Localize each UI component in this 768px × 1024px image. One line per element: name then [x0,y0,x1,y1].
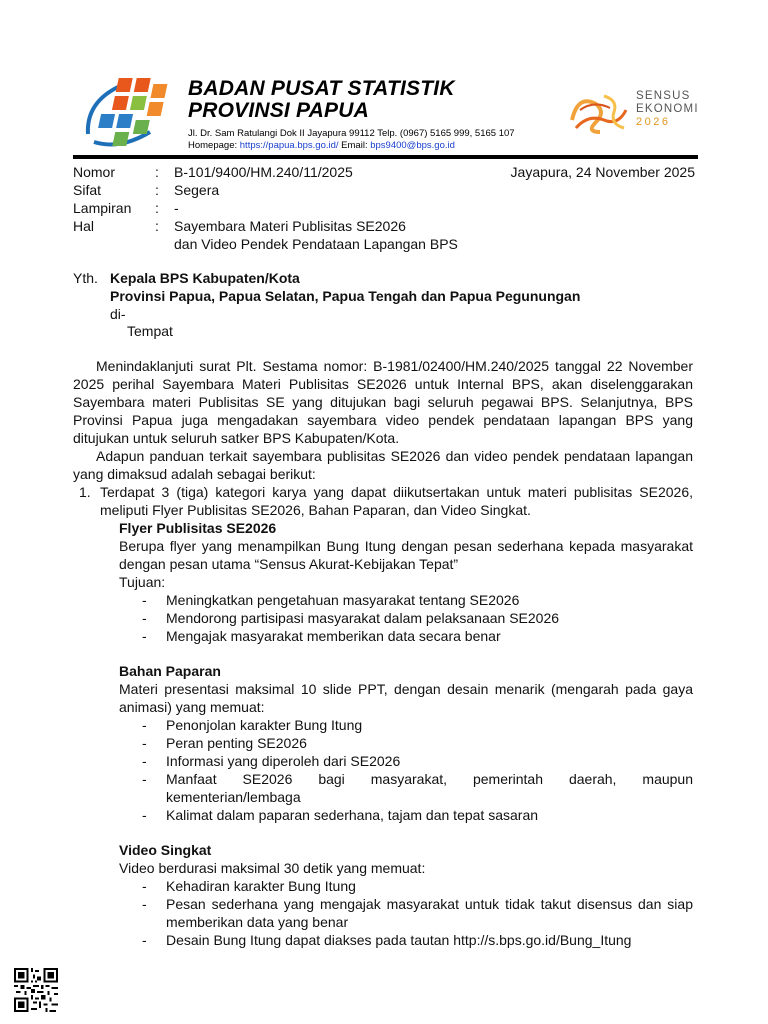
sifat-value: Segera [174,182,220,198]
agency-name: BADAN PUSAT STATISTIK [188,77,455,100]
letter-date: Jayapura, 24 November 2025 [510,164,695,180]
sensus-line2: EKONOMI [636,103,699,115]
hal-label: Hal [73,218,95,234]
list-item [119,770,693,806]
bullet-text: Informasi yang diperoleh dari SE2026 [166,753,401,769]
bullet-text: Meningkatkan pengetahuan masyarakat tentang SE2026 [166,592,520,608]
bullet-text: Desain Bung Itung dapat diakses pada tautan http://s.bps.go.id/Bung_Itung [166,932,632,948]
agency-contact [188,140,515,152]
section-heading: Bahan Paparan [119,663,221,679]
bullet-text: Kalimat dalam paparan sederhana, tajam dan tepat sasaran [166,807,539,823]
list-item [119,734,693,752]
bullet-text: Peran penting SE2026 [166,735,307,751]
list-item-1 [79,483,693,519]
section-heading: Video Singkat [119,842,212,858]
dash-bullet: - [142,592,147,608]
bullet-list [119,591,693,645]
section-flyer [119,519,693,949]
bullet-text: Mengajak masyarakat memberikan data secara benar [166,628,501,644]
bps-logo [80,72,180,152]
bullet-text: Manfaat SE2026 bagi masyarakat, pemerintah daerah, maupun kementerian/lembaga [166,771,693,805]
section-description: Materi presentasi maksimal 10 slide PPT, dengan desain menarik (mengarah pada gaya animasi) yang memuat: [119,681,693,715]
list-item [119,877,693,895]
list-item [119,752,693,770]
list-item [119,609,693,627]
dash-bullet: - [142,753,147,769]
numbered-list [79,483,693,949]
yth-label: Yth. [73,270,98,286]
bullet-list [119,877,693,949]
list-item [119,627,693,645]
hal-value-line2: dan Video Pendek Pendataan Lapangan BPS [174,236,458,252]
colon: : [155,182,159,198]
dash-bullet: - [142,717,147,733]
meta-sifat [73,181,695,199]
nomor-value: B-101/9400/HM.240/11/2025 [174,164,353,180]
sensus-year: 2026 [636,116,671,128]
colon: : [155,218,159,234]
homepage-label: Homepage: [188,140,240,151]
bullet-text: Mendorong partisipasi masyarakat dalam pelaksanaan SE2026 [166,610,560,626]
nomor-label: Nomor [73,164,116,180]
list-item [119,895,693,931]
list-item [119,806,693,824]
meta-nomor [73,163,695,181]
meta-hal [73,217,695,235]
dash-bullet: - [142,771,147,787]
colon: : [155,200,159,216]
addressee-name [110,269,580,305]
spacer [119,645,693,662]
header-divider [73,155,698,159]
email-label: Email: [338,140,371,151]
meta-lampiran [73,199,695,217]
dash-bullet: - [142,932,147,948]
dash-bullet: - [142,878,147,894]
agency-address: Jl. Dr. Sam Ratulangi Dok II Jayapura 99112 Telp. (0967) 5165 999, 5165 107 [188,128,515,139]
meta-hal-cont [73,235,695,253]
tempat-label: Tempat [127,323,173,339]
agency-header [188,78,515,152]
dash-bullet: - [142,735,147,751]
colon: : [155,164,159,180]
dash-bullet: - [142,807,147,823]
agency-province: PROVINSI PAPUA [188,99,369,122]
spacer [119,824,693,841]
di-label: di- [110,306,126,322]
lampiran-value: - [174,200,179,216]
dash-bullet: - [142,896,147,912]
dash-bullet: - [142,628,147,644]
letter-meta [73,163,695,253]
sifat-label: Sifat [73,182,102,198]
list-item [119,591,693,609]
list-number: 1. [79,484,91,500]
sensus-line1: SENSUS [636,90,691,102]
bullet-text: Pesan sederhana yang mengajak masyarakat untuk tidak takut disensus dan siap memberikan data yang benar [166,896,693,930]
bullet-text: Kehadiran karakter Bung Itung [166,878,356,894]
hal-value-line1: Sayembara Materi Publisitas SE2026 [174,218,406,234]
letter-body [73,357,693,483]
list-item-text: Terdapat 3 (tiga) kategori karya yang dapat diikutsertakan untuk materi publisitas SE2026, meliputi Flyer Publisitas SE2026, Bahan Paparan, dan Video Singkat. [100,484,693,518]
body-paragraph-2: Adapun panduan terkait sayembara publisitas SE2026 dan video pendek pendataan lapangan yang dimaksud adalah sebagai berikut: [73,448,693,482]
section-description: Video berdurasi maksimal 30 detik yang memuat: [119,860,426,876]
section-heading: Flyer Publisitas SE2026 [119,520,277,536]
body-paragraph-1: Menindaklanjuti surat Plt. Sestama nomor: B-1981/02400/HM.240/2025 tanggal 22 November 2025 perihal Sayembara Materi Publisitas SE2026 untuk Internal BPS, akan diselenggarakan Sayembara materi Publisitas SE yang ditujukan bagi seluruh pegawai BPS. Selanjutnya, BPS Provinsi Papua juga mengadakan sayembara video pendek pendataan lapangan BPS yang ditujukan untuk seluruh satker BPS Kabupaten/Kota. [73,358,693,446]
dash-bullet: - [142,610,147,626]
agency-address-block [188,128,515,152]
tujuan-label: Tujuan: [119,574,166,590]
addressee-line1: Kepala BPS Kabupaten/Kota [110,270,300,286]
qr-code [14,968,58,1012]
homepage-link[interactable]: https://papua.bps.go.id/ [239,140,339,151]
lampiran-label: Lampiran [73,200,132,216]
section-description: Berupa flyer yang menampilkan Bung Itung dengan pesan sederhana kepada masyarakat dengan pesan utama “Sensus Akurat-Kebijakan Tepat” [119,538,693,572]
list-item [119,931,693,949]
sensus-ekonomi-wordmark [636,90,699,129]
addressee-line2: Provinsi Papua, Papua Selatan, Papua Tengah dan Papua Pegunungan [110,288,581,304]
list-item [119,716,693,734]
bullet-text: Penonjolan karakter Bung Itung [166,717,363,733]
bullet-list [119,716,693,824]
email-link[interactable]: bps9400@bps.go.id [370,140,455,151]
